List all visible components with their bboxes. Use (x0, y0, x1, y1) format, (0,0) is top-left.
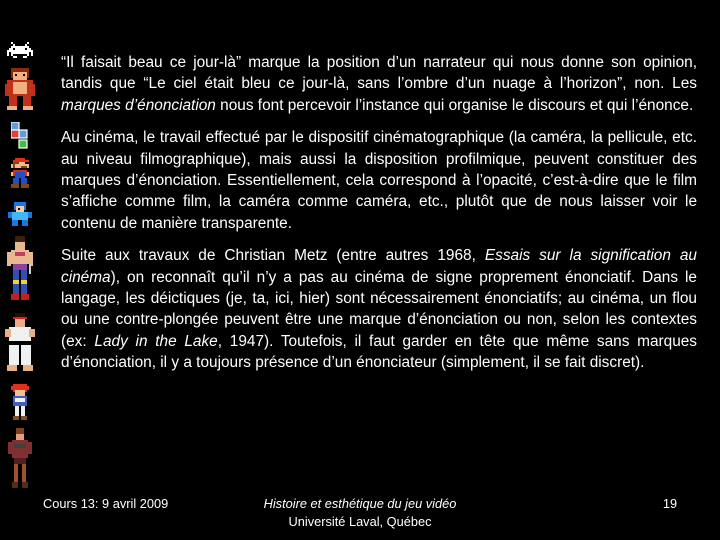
paragraph-2-text: Au cinéma, le travail effectué par le dispositif cinématographique (la caméra, la pellicule, etc. au niveau filmographique), mais aussi la disposition profilmique, peuvent constituer des marques d’énonciation. Essentiellement, cela correspond à l’opacité, c’est-à-dire que le film s’affiche comme film, la caméra comme caméra, etc., plutôt que de nous laisser voir le contenu de manière transparente. (61, 129, 697, 232)
donkey-kong-icon (5, 68, 35, 110)
tetris-block-icon (11, 122, 29, 150)
street-fighter-vega-icon (7, 236, 33, 302)
paragraph-metz (61, 245, 697, 373)
paragraph-3-text-mid: ), on reconnaît qu’il n’y a pas au cinéma de signe proprement énonciatif. Dans le langage, les déictiques (je, ta, ici, hier) sont nécessairement énonciatifs; au cinéma, un flou ou une contre-plongée peuvent être une marque d’énonciation ou non, selon les contextes (ex: (61, 268, 697, 350)
castlevania-icon (8, 428, 32, 490)
footer-date: Cours 13: 9 avril 2009 (43, 496, 169, 511)
mario-icon (9, 158, 31, 190)
space-invader-icon (7, 42, 33, 62)
footer-course-title: Histoire et esthétique du jeu vidéo (263, 496, 457, 511)
paragraph-1-text-end: nous font percevoir l’instance qui organise le discours et qui l’énonce. (215, 96, 694, 114)
page-number: 19 (662, 496, 678, 511)
paragraph-enonciation (61, 52, 697, 116)
footer-course (200, 495, 520, 531)
paragraph-3-text: Suite aux travaux de Christian Metz (entre autres 1968, (61, 247, 485, 265)
paragraph-3-film-title: Lady in the Lake (94, 332, 218, 350)
mega-man-icon (8, 202, 32, 228)
paragraph-cinema (61, 127, 697, 234)
paragraph-1-text: “Il faisait beau ce jour-là” marque la position d’un narrateur qui nous donne son opinion, tandis que “Le ciel était bleu ce jour-là, sans l’ombre d’un nuage à l’horizon”, non. Les (61, 54, 697, 93)
street-fighter-ryu-icon (5, 313, 35, 373)
paragraph-1-emphasis: marques d’énonciation (61, 96, 216, 114)
footer-university: Université Laval, Québec (288, 514, 432, 529)
paragraph-3-book-title: Essais sur la signification au cinéma (61, 247, 697, 286)
paragraph-3-text-end: , 1947). Toutefois, il faut garder en tête que même sans marques d’énonciation, il y a toujours présence d’un énonciateur (simplement, il se fait discret). (61, 332, 698, 372)
chrono-trigger-icon (9, 384, 31, 420)
slide-body (61, 52, 697, 374)
